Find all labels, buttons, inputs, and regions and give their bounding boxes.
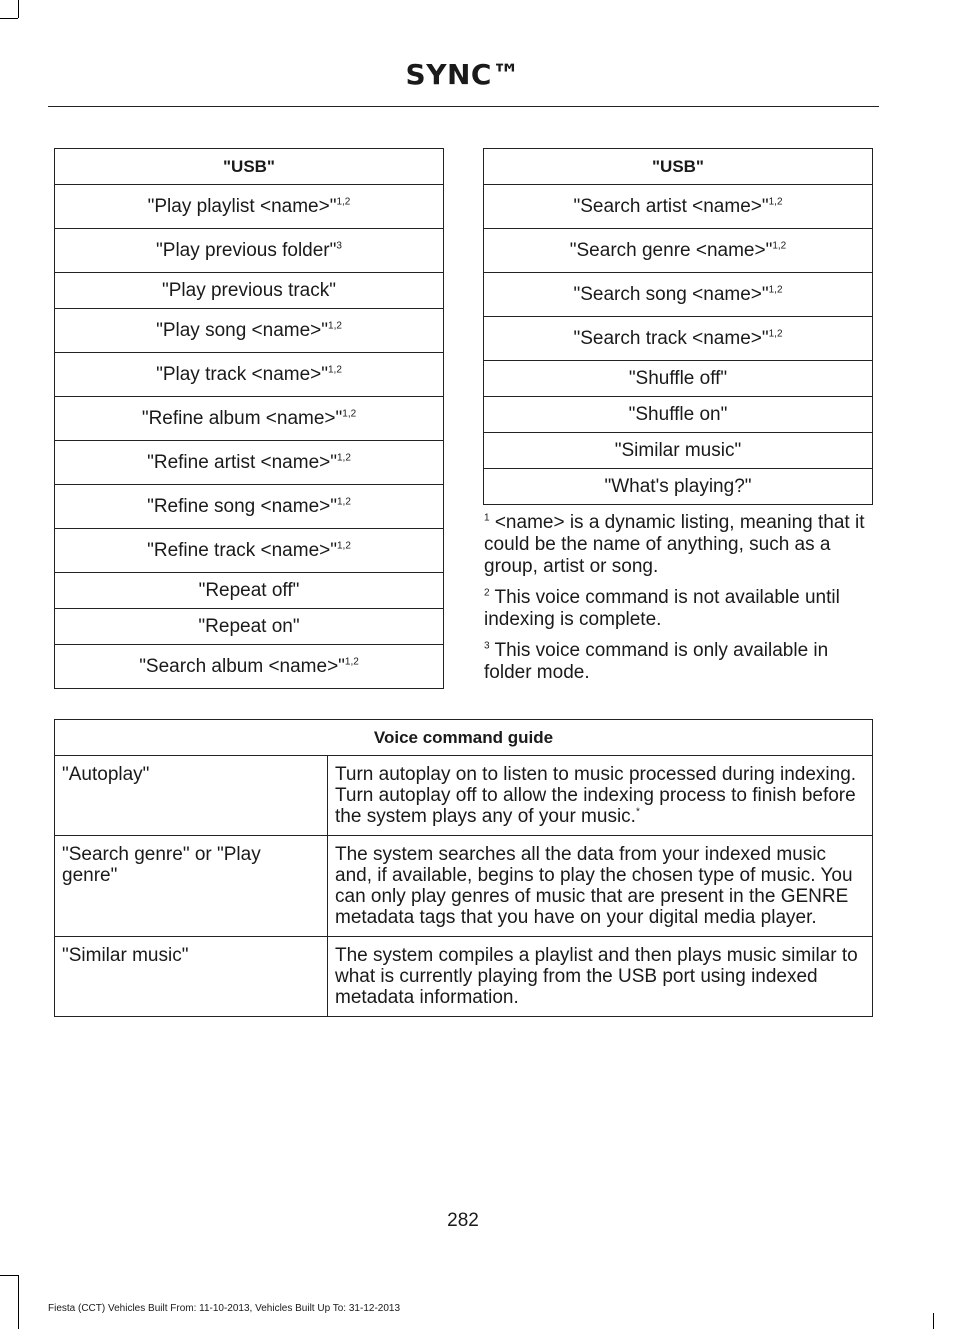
command-text: "Shuffle off" xyxy=(628,367,728,389)
command-cell: "Autoplay" xyxy=(55,756,328,836)
description-text: Turn autoplay on to listen to music processed during indexing. Turn autoplay off to allow the indexing process to finish before the system plays any of your music. xyxy=(335,764,857,827)
crop-mark xyxy=(0,18,18,19)
command-cell: "Search genre" or "Play genre" xyxy=(55,836,328,937)
command-text: "Play track <name>" xyxy=(156,363,328,385)
table-row xyxy=(55,353,444,397)
crop-mark xyxy=(18,1275,19,1329)
footnote-ref: 1,2 xyxy=(336,496,351,508)
command-text: "Search artist <name>" xyxy=(573,195,769,217)
table-header: "USB" xyxy=(484,149,873,185)
table-row xyxy=(55,645,444,689)
command-cell xyxy=(55,645,444,689)
description-cell xyxy=(328,937,873,1017)
command-text: "Repeat off" xyxy=(198,579,300,601)
command-text: "Search track <name>" xyxy=(573,327,769,349)
table-row xyxy=(484,433,873,469)
table-row xyxy=(484,397,873,433)
command-cell xyxy=(484,361,873,397)
table-row xyxy=(55,609,444,645)
description-cell xyxy=(328,756,873,836)
description-text: The system compiles a playlist and then plays music similar to what is currently playing from the USB port using indexed metadata information. xyxy=(335,945,858,1008)
table-row xyxy=(55,273,444,309)
command-cell xyxy=(484,397,873,433)
table-row xyxy=(55,756,873,836)
description-cell xyxy=(328,836,873,937)
crop-mark xyxy=(933,1313,934,1329)
command-cell xyxy=(55,273,444,309)
header-divider xyxy=(48,106,879,107)
command-text: "Similar music" xyxy=(614,439,742,461)
command-cell: "Similar music" xyxy=(55,937,328,1017)
command-cell xyxy=(484,469,873,505)
command-text: "Refine album <name>" xyxy=(141,407,343,429)
table-row xyxy=(484,469,873,505)
table-header: Voice command guide xyxy=(55,720,873,756)
footnote-ref: 1,2 xyxy=(344,656,359,668)
table-row xyxy=(484,185,873,229)
command-text: "Refine artist <name>" xyxy=(147,451,337,473)
table-row xyxy=(55,397,444,441)
footnote xyxy=(484,512,876,578)
table-row xyxy=(484,229,873,273)
footer-text: Fiesta (CCT) Vehicles Built From: 11-10-2013, Vehicles Built Up To: 31-12-2013 xyxy=(48,1303,401,1314)
table-row xyxy=(55,937,873,1017)
footnote-ref: 1,2 xyxy=(342,408,357,420)
footnote-number: 1 xyxy=(484,512,490,524)
footnote-ref: 1,2 xyxy=(768,196,783,208)
table-header: "USB" xyxy=(55,149,444,185)
page-number: 282 xyxy=(447,1210,479,1231)
command-cell xyxy=(55,397,444,441)
table-row xyxy=(484,273,873,317)
command-cell xyxy=(55,573,444,609)
command-text: "Refine song <name>" xyxy=(147,495,337,517)
footnote-ref: 1,2 xyxy=(328,320,342,332)
table-row xyxy=(55,309,444,353)
table-row xyxy=(55,185,444,229)
table-row xyxy=(55,529,444,573)
command-text: "Play previous folder" xyxy=(156,239,337,261)
table-row xyxy=(55,229,444,273)
command-text: "Repeat on" xyxy=(198,615,300,637)
footnote-text: <name> is a dynamic listing, meaning that it could be the name of anything, such as a group, artist or song. xyxy=(484,512,865,577)
command-cell xyxy=(55,185,444,229)
table-row xyxy=(484,361,873,397)
footnote-ref: 3 xyxy=(336,240,342,252)
footnote-ref: 1,2 xyxy=(772,240,787,252)
command-text: "Play song <name>" xyxy=(156,319,329,341)
usb-commands-table-right xyxy=(483,148,873,505)
command-text: "Play playlist <name>" xyxy=(147,195,337,217)
footnote-ref: 1,2 xyxy=(768,284,783,296)
command-text: "Shuffle on" xyxy=(628,403,728,425)
page-title: SYNC™ xyxy=(405,58,521,91)
command-cell xyxy=(55,441,444,485)
footnote-number: 3 xyxy=(484,640,490,652)
table-row xyxy=(484,317,873,361)
footnote-ref: * xyxy=(635,806,640,818)
command-cell xyxy=(484,185,873,229)
command-cell xyxy=(55,229,444,273)
table-row xyxy=(55,485,444,529)
footnote xyxy=(484,587,876,631)
footnote-ref: 1,2 xyxy=(336,196,351,208)
command-cell xyxy=(484,229,873,273)
footnote-ref: 1,2 xyxy=(336,540,351,552)
command-text: "Play previous track" xyxy=(162,279,336,301)
footnote-text: This voice command is only available in folder mode. xyxy=(484,640,829,683)
table-row xyxy=(55,573,444,609)
command-cell xyxy=(484,433,873,469)
crop-mark xyxy=(18,0,19,18)
voice-command-guide-table xyxy=(54,719,873,1017)
command-cell xyxy=(484,273,873,317)
footnote-number: 2 xyxy=(484,587,490,599)
footnote-ref: 1,2 xyxy=(336,452,351,464)
command-text: "Search song <name>" xyxy=(573,283,769,305)
command-text: "Search album <name>" xyxy=(139,655,345,677)
command-cell xyxy=(55,609,444,645)
description-text: The system searches all the data from your indexed music and, if available, begins to play the chosen type of music. You can only play genres of music that are present in the GENRE metadata tags that you have on your digital media player. xyxy=(335,844,853,928)
command-cell xyxy=(55,485,444,529)
usb-commands-table-left xyxy=(54,148,444,689)
footnote-ref: 1,2 xyxy=(328,364,342,376)
command-cell xyxy=(55,529,444,573)
crop-mark xyxy=(0,1275,18,1276)
command-cell xyxy=(484,317,873,361)
footnotes xyxy=(484,512,876,693)
footnote xyxy=(484,640,876,684)
footnote-ref: 1,2 xyxy=(768,328,783,340)
command-cell xyxy=(55,309,444,353)
command-cell xyxy=(55,353,444,397)
command-text: "What's playing?" xyxy=(604,475,752,497)
command-text: "Refine track <name>" xyxy=(147,539,337,561)
footnote-text: This voice command is not available until indexing is complete. xyxy=(484,587,840,630)
table-row xyxy=(55,836,873,937)
table-row xyxy=(55,441,444,485)
command-text: "Search genre <name>" xyxy=(569,239,773,261)
